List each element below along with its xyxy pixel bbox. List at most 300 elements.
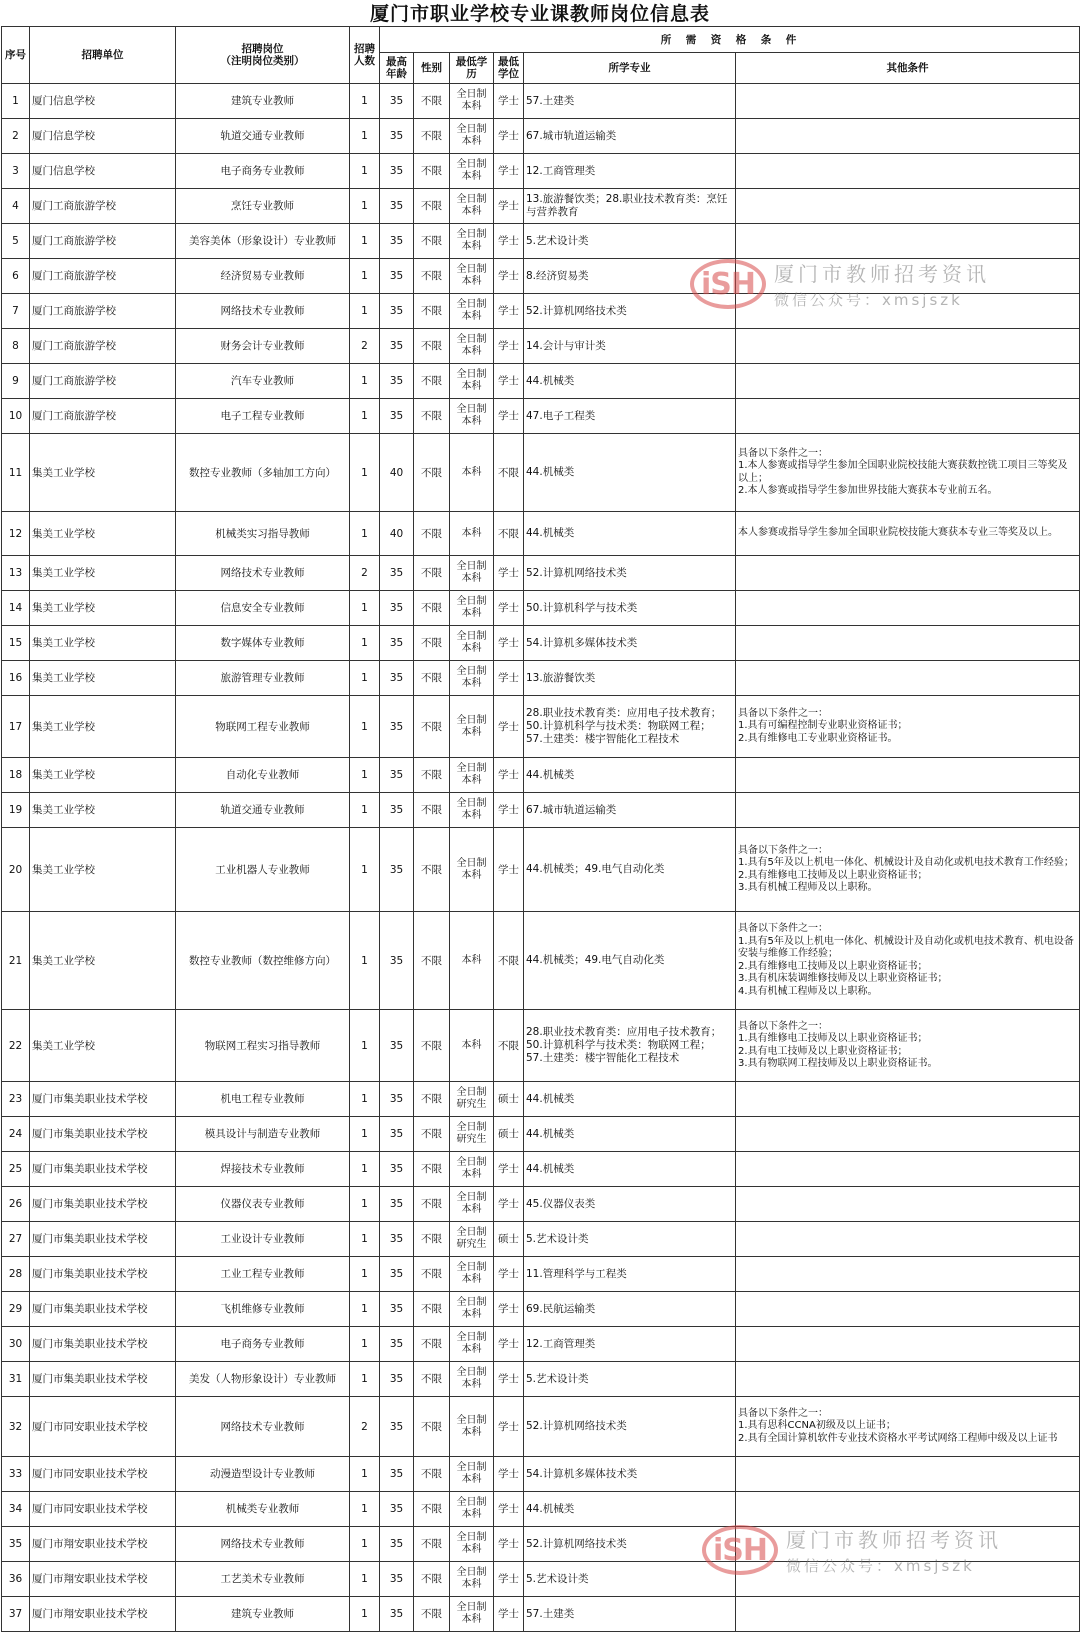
row-degree: 学士	[494, 329, 524, 364]
header-age: 最高 年龄	[380, 53, 414, 84]
row-count: 1	[350, 434, 380, 512]
table-row	[2, 399, 1080, 434]
row-no: 20	[2, 828, 30, 912]
row-no: 34	[2, 1492, 30, 1527]
row-count: 1	[350, 661, 380, 696]
row-count: 1	[350, 154, 380, 189]
row-position: 经济贸易专业教师	[176, 259, 350, 294]
row-other	[736, 1457, 1080, 1492]
row-no: 2	[2, 119, 30, 154]
row-degree: 硕士	[494, 1222, 524, 1257]
row-degree: 不限	[494, 912, 524, 1010]
row-major: 12.工商管理类	[524, 154, 736, 189]
row-degree: 学士	[494, 154, 524, 189]
row-unit: 厦门市集美职业技术学校	[30, 1362, 176, 1397]
row-degree: 学士	[494, 556, 524, 591]
row-age: 35	[380, 1327, 414, 1362]
row-count: 1	[350, 626, 380, 661]
row-other	[736, 626, 1080, 661]
row-position: 电子工程专业教师	[176, 399, 350, 434]
row-gender: 不限	[414, 1562, 450, 1597]
header-education: 最低学 历	[450, 53, 494, 84]
row-unit: 厦门工商旅游学校	[30, 364, 176, 399]
row-major: 44.机械类	[524, 1117, 736, 1152]
table-row	[2, 512, 1080, 556]
row-other	[736, 154, 1080, 189]
row-no: 1	[2, 84, 30, 119]
row-count: 1	[350, 294, 380, 329]
table-row	[2, 84, 1080, 119]
row-education: 全日制 本科	[450, 1362, 494, 1397]
row-major: 5.艺术设计类	[524, 224, 736, 259]
row-major: 13.旅游餐饮类	[524, 661, 736, 696]
row-other	[736, 1187, 1080, 1222]
table-row	[2, 364, 1080, 399]
row-age: 35	[380, 1257, 414, 1292]
row-age: 35	[380, 1152, 414, 1187]
row-unit: 集美工业学校	[30, 661, 176, 696]
row-age: 35	[380, 1527, 414, 1562]
row-education: 全日制 本科	[450, 1292, 494, 1327]
row-education: 全日制 本科	[450, 1562, 494, 1597]
row-gender: 不限	[414, 626, 450, 661]
row-major: 52.计算机网络技术类	[524, 556, 736, 591]
row-gender: 不限	[414, 1257, 450, 1292]
row-degree: 学士	[494, 758, 524, 793]
row-age: 35	[380, 259, 414, 294]
row-unit: 集美工业学校	[30, 912, 176, 1010]
row-position: 自动化专业教师	[176, 758, 350, 793]
row-major: 12.工商管理类	[524, 1327, 736, 1362]
row-other	[736, 364, 1080, 399]
row-other: 具备以下条件之一： 1.具有5年及以上机电一体化、机械设计及自动化或机电技术教育工作经验； 2.具有维修电工技师及以上职业资格证书； 3.具有机械工程师及以上职称。	[736, 828, 1080, 912]
row-age: 35	[380, 84, 414, 119]
row-major: 50.计算机科学与技术类	[524, 591, 736, 626]
row-count: 1	[350, 793, 380, 828]
row-major: 44.机械类	[524, 1082, 736, 1117]
row-count: 1	[350, 1187, 380, 1222]
row-no: 23	[2, 1082, 30, 1117]
table-row	[2, 1010, 1080, 1082]
row-position: 工业工程专业教师	[176, 1257, 350, 1292]
row-age: 35	[380, 1397, 414, 1457]
row-other: 具备以下条件之一： 1.具有维修电工技师及以上职业资格证书； 2.具有电工技师及以上职业资格证书； 3.具有物联网工程技师及以上职业资格证书。	[736, 1010, 1080, 1082]
watermark-logo: iSH	[690, 259, 766, 309]
row-other	[736, 1362, 1080, 1397]
row-position: 物联网工程实习指导教师	[176, 1010, 350, 1082]
row-major: 28.职业技术教育类：应用电子技术教育； 50.计算机科学与技术类：物联网工程； 57.土建类：楼宇智能化工程技术	[524, 696, 736, 758]
row-other	[736, 793, 1080, 828]
row-position: 机械类实习指导教师	[176, 512, 350, 556]
row-unit: 集美工业学校	[30, 828, 176, 912]
row-count: 2	[350, 1397, 380, 1457]
row-degree: 学士	[494, 1152, 524, 1187]
header-requirements: 所 需 资 格 条 件	[380, 27, 1080, 53]
row-age: 35	[380, 828, 414, 912]
row-education: 全日制 本科	[450, 1492, 494, 1527]
row-position: 工业机器人专业教师	[176, 828, 350, 912]
row-position: 工艺美术专业教师	[176, 1562, 350, 1597]
row-unit: 厦门信息学校	[30, 119, 176, 154]
table-row	[2, 1597, 1080, 1632]
table-row	[2, 696, 1080, 758]
table-row	[2, 1117, 1080, 1152]
row-unit: 集美工业学校	[30, 626, 176, 661]
row-count: 1	[350, 828, 380, 912]
row-unit: 集美工业学校	[30, 793, 176, 828]
row-age: 35	[380, 1562, 414, 1597]
row-major: 11.管理科学与工程类	[524, 1257, 736, 1292]
row-unit: 厦门市集美职业技术学校	[30, 1152, 176, 1187]
row-gender: 不限	[414, 434, 450, 512]
row-unit: 厦门市集美职业技术学校	[30, 1082, 176, 1117]
watermark-line2: 微信公众号：xmsjszk	[774, 291, 963, 309]
row-major: 5.艺术设计类	[524, 1222, 736, 1257]
row-gender: 不限	[414, 1010, 450, 1082]
row-major: 67.城市轨道运输类	[524, 119, 736, 154]
row-major: 57.土建类	[524, 1597, 736, 1632]
row-other: 具备以下条件之一： 1.具有可编程控制专业职业资格证书； 2.具有维修电工专业职业资格证书。	[736, 696, 1080, 758]
row-no: 19	[2, 793, 30, 828]
row-gender: 不限	[414, 1187, 450, 1222]
row-position: 电子商务专业教师	[176, 1327, 350, 1362]
table-row	[2, 189, 1080, 224]
row-other	[736, 1492, 1080, 1527]
watermark-line1: 厦门市教师招考资讯	[774, 262, 990, 286]
row-unit: 厦门市集美职业技术学校	[30, 1117, 176, 1152]
row-count: 1	[350, 364, 380, 399]
row-education: 全日制 本科	[450, 1327, 494, 1362]
table-row	[2, 1397, 1080, 1457]
row-major: 44.机械类；49.电气自动化类	[524, 912, 736, 1010]
row-major: 5.艺术设计类	[524, 1362, 736, 1397]
table-row	[2, 1362, 1080, 1397]
row-gender: 不限	[414, 512, 450, 556]
row-count: 1	[350, 1362, 380, 1397]
row-other	[736, 1327, 1080, 1362]
header-other: 其他条件	[736, 53, 1080, 84]
row-major: 8.经济贸易类	[524, 259, 736, 294]
row-gender: 不限	[414, 1362, 450, 1397]
row-no: 5	[2, 224, 30, 259]
row-count: 1	[350, 1257, 380, 1292]
row-count: 1	[350, 1562, 380, 1597]
row-education: 全日制 本科	[450, 1257, 494, 1292]
row-gender: 不限	[414, 1222, 450, 1257]
row-degree: 学士	[494, 626, 524, 661]
row-age: 35	[380, 912, 414, 1010]
row-count: 1	[350, 119, 380, 154]
row-major: 54.计算机多媒体技术类	[524, 1457, 736, 1492]
row-degree: 学士	[494, 1527, 524, 1562]
row-other	[736, 189, 1080, 224]
row-education: 全日制 研究生	[450, 1117, 494, 1152]
row-degree: 学士	[494, 1597, 524, 1632]
row-age: 35	[380, 1292, 414, 1327]
row-no: 31	[2, 1362, 30, 1397]
row-position: 数字媒体专业教师	[176, 626, 350, 661]
row-no: 9	[2, 364, 30, 399]
row-age: 35	[380, 294, 414, 329]
row-no: 10	[2, 399, 30, 434]
header-count: 招聘 人数	[350, 27, 380, 84]
row-major: 5.艺术设计类	[524, 1562, 736, 1597]
watermark-logo: iSH	[702, 1525, 778, 1575]
row-gender: 不限	[414, 189, 450, 224]
row-major: 28.职业技术教育类：应用电子技术教育； 50.计算机科学与技术类：物联网工程； 57.土建类：楼宇智能化工程技术	[524, 1010, 736, 1082]
row-education: 全日制 本科	[450, 259, 494, 294]
row-unit: 集美工业学校	[30, 758, 176, 793]
header-gender: 性别	[414, 53, 450, 84]
row-other	[736, 1082, 1080, 1117]
row-education: 全日制 本科	[450, 84, 494, 119]
row-degree: 学士	[494, 1492, 524, 1527]
row-count: 1	[350, 1010, 380, 1082]
row-position: 物联网工程专业教师	[176, 696, 350, 758]
row-count: 1	[350, 1527, 380, 1562]
row-position: 飞机维修专业教师	[176, 1292, 350, 1327]
row-degree: 学士	[494, 189, 524, 224]
row-position: 财务会计专业教师	[176, 329, 350, 364]
row-count: 1	[350, 84, 380, 119]
row-no: 11	[2, 434, 30, 512]
row-age: 35	[380, 793, 414, 828]
row-age: 35	[380, 224, 414, 259]
row-unit: 厦门工商旅游学校	[30, 329, 176, 364]
row-position: 机械类专业教师	[176, 1492, 350, 1527]
row-gender: 不限	[414, 1117, 450, 1152]
table-row	[2, 1187, 1080, 1222]
row-education: 全日制 本科	[450, 1152, 494, 1187]
row-count: 1	[350, 512, 380, 556]
row-gender: 不限	[414, 154, 450, 189]
row-unit: 厦门市同安职业技术学校	[30, 1492, 176, 1527]
row-unit: 集美工业学校	[30, 591, 176, 626]
row-position: 电子商务专业教师	[176, 154, 350, 189]
row-count: 1	[350, 1152, 380, 1187]
row-gender: 不限	[414, 1527, 450, 1562]
table-header	[2, 27, 1080, 84]
row-degree: 学士	[494, 224, 524, 259]
row-no: 13	[2, 556, 30, 591]
row-no: 21	[2, 912, 30, 1010]
row-unit: 厦门市翔安职业技术学校	[30, 1527, 176, 1562]
row-major: 44.机械类	[524, 364, 736, 399]
row-position: 建筑专业教师	[176, 84, 350, 119]
row-degree: 学士	[494, 1397, 524, 1457]
row-gender: 不限	[414, 1457, 450, 1492]
row-other	[736, 1597, 1080, 1632]
row-major: 69.民航运输类	[524, 1292, 736, 1327]
row-major: 44.机械类	[524, 1152, 736, 1187]
row-age: 35	[380, 1082, 414, 1117]
row-unit: 厦门市集美职业技术学校	[30, 1257, 176, 1292]
row-degree: 不限	[494, 1010, 524, 1082]
row-major: 57.土建类	[524, 84, 736, 119]
row-degree: 学士	[494, 259, 524, 294]
table-row	[2, 556, 1080, 591]
row-unit: 集美工业学校	[30, 512, 176, 556]
row-age: 35	[380, 189, 414, 224]
row-education: 全日制 研究生	[450, 1082, 494, 1117]
row-unit: 厦门工商旅游学校	[30, 189, 176, 224]
row-count: 1	[350, 189, 380, 224]
row-gender: 不限	[414, 661, 450, 696]
row-education: 全日制 本科	[450, 626, 494, 661]
row-major: 54.计算机多媒体技术类	[524, 626, 736, 661]
row-other: 本人参赛或指导学生参加全国职业院校技能大赛获本专业三等奖及以上。	[736, 512, 1080, 556]
row-degree: 学士	[494, 828, 524, 912]
row-count: 1	[350, 1117, 380, 1152]
table-row	[2, 793, 1080, 828]
row-no: 35	[2, 1527, 30, 1562]
row-age: 35	[380, 329, 414, 364]
row-count: 1	[350, 259, 380, 294]
row-position: 信息安全专业教师	[176, 591, 350, 626]
table-row	[2, 1257, 1080, 1292]
row-gender: 不限	[414, 1492, 450, 1527]
row-education: 全日制 本科	[450, 556, 494, 591]
row-position: 仪器仪表专业教师	[176, 1187, 350, 1222]
table-row	[2, 1327, 1080, 1362]
row-gender: 不限	[414, 294, 450, 329]
row-count: 1	[350, 1327, 380, 1362]
watermark-top	[690, 258, 990, 310]
row-position: 网络技术专业教师	[176, 1397, 350, 1457]
row-position: 动漫造型设计专业教师	[176, 1457, 350, 1492]
row-position: 美容美体（形象设计）专业教师	[176, 224, 350, 259]
row-age: 35	[380, 591, 414, 626]
watermark-line2: 微信公众号：xmsjszk	[786, 1557, 975, 1575]
row-count: 1	[350, 1597, 380, 1632]
row-age: 35	[380, 1010, 414, 1082]
row-education: 全日制 本科	[450, 189, 494, 224]
row-no: 25	[2, 1152, 30, 1187]
row-degree: 学士	[494, 1327, 524, 1362]
row-education: 全日制 本科	[450, 661, 494, 696]
row-no: 7	[2, 294, 30, 329]
row-education: 全日制 本科	[450, 758, 494, 793]
row-position: 数控专业教师（数控维修方向）	[176, 912, 350, 1010]
row-other	[736, 661, 1080, 696]
row-education: 本科	[450, 434, 494, 512]
row-education: 全日制 本科	[450, 1527, 494, 1562]
row-education: 全日制 本科	[450, 364, 494, 399]
row-no: 12	[2, 512, 30, 556]
row-degree: 学士	[494, 661, 524, 696]
row-position: 轨道交通专业教师	[176, 793, 350, 828]
row-degree: 学士	[494, 294, 524, 329]
row-unit: 厦门市集美职业技术学校	[30, 1292, 176, 1327]
header-degree: 最低 学位	[494, 53, 524, 84]
row-education: 全日制 本科	[450, 793, 494, 828]
table-row	[2, 329, 1080, 364]
row-degree: 硕士	[494, 1082, 524, 1117]
row-count: 1	[350, 1292, 380, 1327]
row-major: 45.仪器仪表类	[524, 1187, 736, 1222]
row-other	[736, 399, 1080, 434]
row-age: 35	[380, 364, 414, 399]
row-education: 全日制 本科	[450, 1397, 494, 1457]
row-no: 6	[2, 259, 30, 294]
table-row	[2, 224, 1080, 259]
row-education: 全日制 研究生	[450, 1222, 494, 1257]
row-age: 40	[380, 512, 414, 556]
row-education: 全日制 本科	[450, 1597, 494, 1632]
row-gender: 不限	[414, 399, 450, 434]
table-row	[2, 119, 1080, 154]
row-no: 27	[2, 1222, 30, 1257]
header-major: 所学专业	[524, 53, 736, 84]
row-unit: 厦门市翔安职业技术学校	[30, 1562, 176, 1597]
row-major: 44.机械类	[524, 1492, 736, 1527]
row-unit: 集美工业学校	[30, 1010, 176, 1082]
row-other: 具备以下条件之一： 1.具有5年及以上机电一体化、机械设计及自动化或机电技术教育、机电设备安装与维修工作经验； 2.具有维修电工技师及以上职业资格证书； 3.具有机床装调维修技师及以上职业资格证书； 4.具有机械工程师及以上职称。	[736, 912, 1080, 1010]
row-age: 35	[380, 661, 414, 696]
row-gender: 不限	[414, 556, 450, 591]
row-degree: 学士	[494, 1257, 524, 1292]
row-major: 13.旅游餐饮类；28.职业技术教育类：烹饪与营养教育	[524, 189, 736, 224]
row-no: 29	[2, 1292, 30, 1327]
row-position: 汽车专业教师	[176, 364, 350, 399]
watermark-line1: 厦门市教师招考资讯	[786, 1528, 1002, 1552]
table-row	[2, 1457, 1080, 1492]
row-position: 建筑专业教师	[176, 1597, 350, 1632]
row-position: 网络技术专业教师	[176, 1527, 350, 1562]
table-row	[2, 661, 1080, 696]
row-education: 本科	[450, 912, 494, 1010]
row-other	[736, 1117, 1080, 1152]
table-row	[2, 912, 1080, 1010]
table-row	[2, 591, 1080, 626]
row-no: 30	[2, 1327, 30, 1362]
row-position: 机电工程专业教师	[176, 1082, 350, 1117]
row-no: 17	[2, 696, 30, 758]
table-row	[2, 1492, 1080, 1527]
table-row	[2, 1222, 1080, 1257]
row-education: 本科	[450, 512, 494, 556]
row-unit: 厦门市集美职业技术学校	[30, 1327, 176, 1362]
row-unit: 厦门信息学校	[30, 154, 176, 189]
row-education: 全日制 本科	[450, 399, 494, 434]
row-degree: 不限	[494, 512, 524, 556]
row-age: 35	[380, 758, 414, 793]
row-no: 14	[2, 591, 30, 626]
row-unit: 厦门市集美职业技术学校	[30, 1187, 176, 1222]
row-unit: 厦门工商旅游学校	[30, 399, 176, 434]
row-count: 1	[350, 224, 380, 259]
row-gender: 不限	[414, 1597, 450, 1632]
row-gender: 不限	[414, 758, 450, 793]
row-education: 全日制 本科	[450, 294, 494, 329]
row-degree: 硕士	[494, 1117, 524, 1152]
row-major: 47.电子工程类	[524, 399, 736, 434]
row-no: 18	[2, 758, 30, 793]
row-gender: 不限	[414, 793, 450, 828]
table-row	[2, 828, 1080, 912]
page-title: 厦门市职业学校专业课教师岗位信息表	[369, 3, 710, 25]
row-degree: 学士	[494, 793, 524, 828]
row-count: 1	[350, 399, 380, 434]
row-gender: 不限	[414, 119, 450, 154]
row-no: 36	[2, 1562, 30, 1597]
table-row	[2, 626, 1080, 661]
row-count: 1	[350, 1492, 380, 1527]
row-unit: 集美工业学校	[30, 696, 176, 758]
row-no: 22	[2, 1010, 30, 1082]
row-age: 35	[380, 1597, 414, 1632]
row-education: 全日制 本科	[450, 329, 494, 364]
